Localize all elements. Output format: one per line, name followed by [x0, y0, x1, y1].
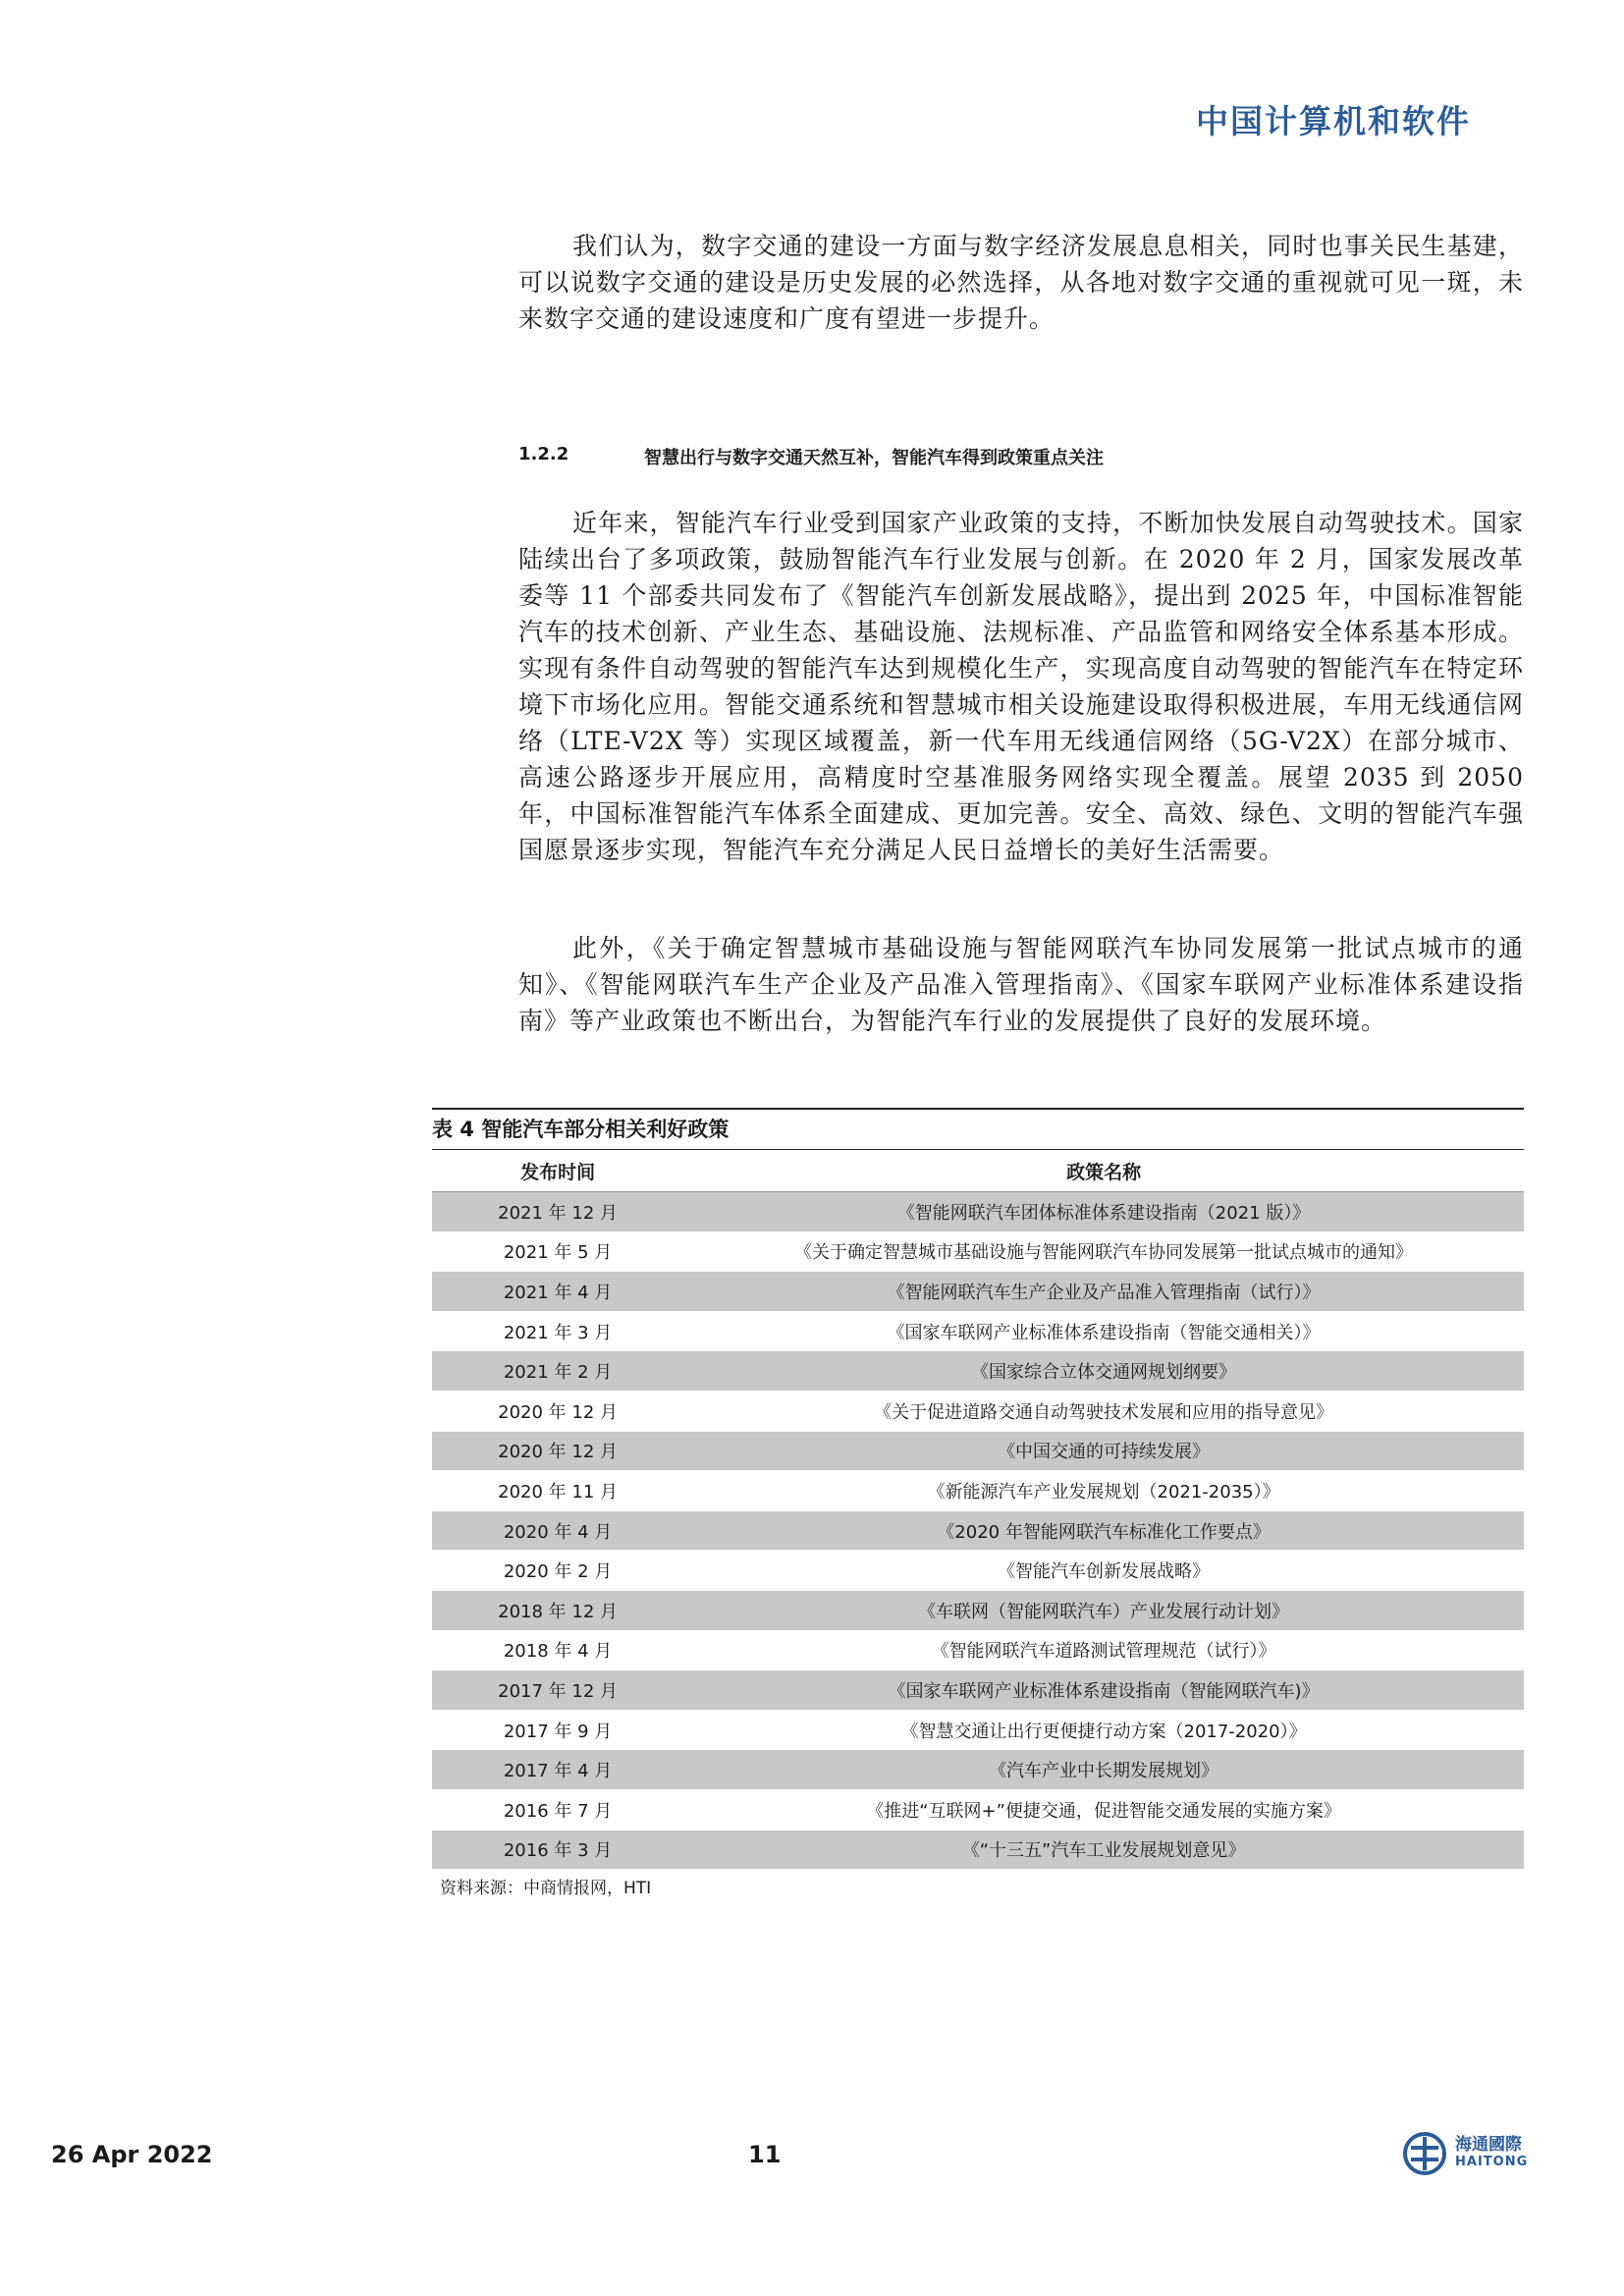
table-row	[432, 1710, 1524, 1750]
table-header-row	[432, 1150, 1524, 1192]
table-row	[432, 1630, 1524, 1670]
cell-date: 2021 年 2 月	[432, 1351, 683, 1392]
cell-policy-name: 《关于促进道路交通自动驾驶技术发展和应用的指导意见》	[683, 1391, 1524, 1431]
cell-policy-name: 《智能汽车创新发展战略》	[683, 1551, 1524, 1591]
cell-policy-name: 《中国交通的可持续发展》	[683, 1431, 1524, 1471]
cell-policy-name: 《汽车产业中长期发展规划》	[683, 1750, 1524, 1790]
cell-policy-name: 《关于确定智慧城市基础设施与智能网联汽车协同发展第一批试点城市的通知》	[683, 1231, 1524, 1272]
cell-policy-name: 《智慧交通让出行更便捷行动方案（2017-2020）》	[683, 1710, 1524, 1750]
table-row	[432, 1431, 1524, 1471]
page-number: 11	[748, 2141, 782, 2168]
cell-policy-name: 《智能网联汽车生产企业及产品准入管理指南（试行）》	[683, 1272, 1524, 1312]
table-row	[432, 1750, 1524, 1790]
logo-text-cn: 海通國際	[1455, 2135, 1522, 2155]
section-heading	[518, 444, 1524, 469]
footer-date: 26 Apr 2022	[51, 2141, 213, 2168]
haitong-logo-icon	[1402, 2131, 1447, 2176]
table-row	[432, 1231, 1524, 1272]
cell-policy-name: 《“十三五”汽车工业发展规划意见》	[683, 1830, 1524, 1870]
table-source: 资料来源：中商情报网，HTI	[440, 1879, 652, 1898]
cell-date: 2020 年 12 月	[432, 1431, 683, 1471]
table-body	[432, 1192, 1524, 1870]
table-row	[432, 1192, 1524, 1232]
cell-date: 2020 年 4 月	[432, 1510, 683, 1551]
table-row	[432, 1391, 1524, 1431]
cell-date: 2017 年 9 月	[432, 1710, 683, 1750]
column-header-date: 发布时间	[432, 1150, 683, 1192]
cell-date: 2020 年 2 月	[432, 1551, 683, 1591]
table-row	[432, 1471, 1524, 1511]
policy-table	[432, 1108, 1524, 1870]
cell-policy-name: 《国家车联网产业标准体系建设指南（智能网联汽车)》	[683, 1670, 1524, 1711]
cell-date: 2020 年 12 月	[432, 1391, 683, 1431]
paragraph-policy: 近年来，智能汽车行业受到国家产业政策的支持，不断加快发展自动驾驶技术。国家陆续出台了多项政策，鼓励智能汽车行业发展与创新。在 2020 年 2 月，国家发展改革委等 11 个部委共同发布了《智能汽车创新发展战略》，提出到 2025 年，中国标准智能汽车的技术创新、产业生态、基础设施、法规标准、产品监管和网络安全体系基本形成。实现有条件自动驾驶的智能汽车达到规模化生产，实现高度自动驾驶的智能汽车在特定环境下市场化应用。智能交通系统和智慧城市相关设施建设取得积极进展，车用无线通信网络（LTE-V2X 等）实现区域覆盖，新一代车用无线通信网络（5G-V2X）在部分城市、高速公路逐步开展应用，高精度时空基准服务网络实现全覆盖。展望 2035 到 2050 年，中国标准智能汽车体系全面建成、更加完善。安全、高效、绿色、文明的智能汽车强国愿景逐步实现，智能汽车充分满足人民日益增长的美好生活需要。	[518, 509, 1524, 864]
cell-date: 2021 年 4 月	[432, 1272, 683, 1312]
cell-policy-name: 《推进“互联网+”便捷交通，促进智能交通发展的实施方案》	[683, 1789, 1524, 1830]
cell-policy-name: 《智能网联汽车道路测试管理规范（试行）》	[683, 1630, 1524, 1670]
section-title: 智慧出行与数字交通天然互补，智能汽车得到政策重点关注	[644, 448, 1104, 468]
table-row	[432, 1670, 1524, 1711]
column-header-policy: 政策名称	[683, 1150, 1524, 1192]
cell-policy-name: 《车联网（智能网联汽车）产业发展行动计划》	[683, 1590, 1524, 1630]
table-row	[432, 1789, 1524, 1830]
table-row	[432, 1272, 1524, 1312]
table-row	[432, 1510, 1524, 1551]
cell-policy-name: 《国家车联网产业标准体系建设指南（智能交通相关）》	[683, 1311, 1524, 1351]
paragraph-intro: 我们认为，数字交通的建设一方面与数字经济发展息息相关，同时也事关民生基建，可以说数字交通的建设是历史发展的必然选择，从各地对数字交通的重视就可见一斑，未来数字交通的建设速度和广度有望进一步提升。	[518, 232, 1524, 333]
cell-date: 2020 年 11 月	[432, 1471, 683, 1511]
table-row	[432, 1351, 1524, 1392]
cell-date: 2021 年 3 月	[432, 1311, 683, 1351]
table-row	[432, 1311, 1524, 1351]
cell-date: 2018 年 4 月	[432, 1630, 683, 1670]
cell-date: 2021 年 5 月	[432, 1231, 683, 1272]
paragraph-other-policies: 此外，《关于确定智慧城市基础设施与智能网联汽车协同发展第一批试点城市的通知》、《智能网联汽车生产企业及产品准入管理指南》、《国家车联网产业标准体系建设指南》等产业政策也不断出台，为智能汽车行业的发展提供了良好的发展环境。	[518, 934, 1524, 1035]
cell-policy-name: 《2020 年智能网联汽车标准化工作要点》	[683, 1510, 1524, 1551]
cell-date: 2021 年 12 月	[432, 1192, 683, 1232]
report-header-title: 中国计算机和软件	[1196, 102, 1471, 140]
table-row	[432, 1551, 1524, 1591]
table-row	[432, 1590, 1524, 1630]
cell-date: 2016 年 3 月	[432, 1830, 683, 1870]
cell-date: 2018 年 12 月	[432, 1590, 683, 1630]
cell-date: 2016 年 7 月	[432, 1789, 683, 1830]
cell-policy-name: 《新能源汽车产业发展规划（2021-2035）》	[683, 1471, 1524, 1511]
cell-policy-name: 《国家综合立体交通网规划纲要》	[683, 1351, 1524, 1392]
cell-date: 2017 年 4 月	[432, 1750, 683, 1790]
cell-date: 2017 年 12 月	[432, 1670, 683, 1711]
logo-text-en: HAITONG	[1455, 2155, 1529, 2169]
table-caption: 表 4 智能汽车部分相关利好政策	[432, 1108, 1524, 1150]
section-number: 1.2.2	[518, 444, 569, 465]
haitong-logo	[1402, 2131, 1528, 2176]
cell-policy-name: 《智能网联汽车团体标准体系建设指南（2021 版）》	[683, 1192, 1524, 1232]
table-row	[432, 1830, 1524, 1870]
